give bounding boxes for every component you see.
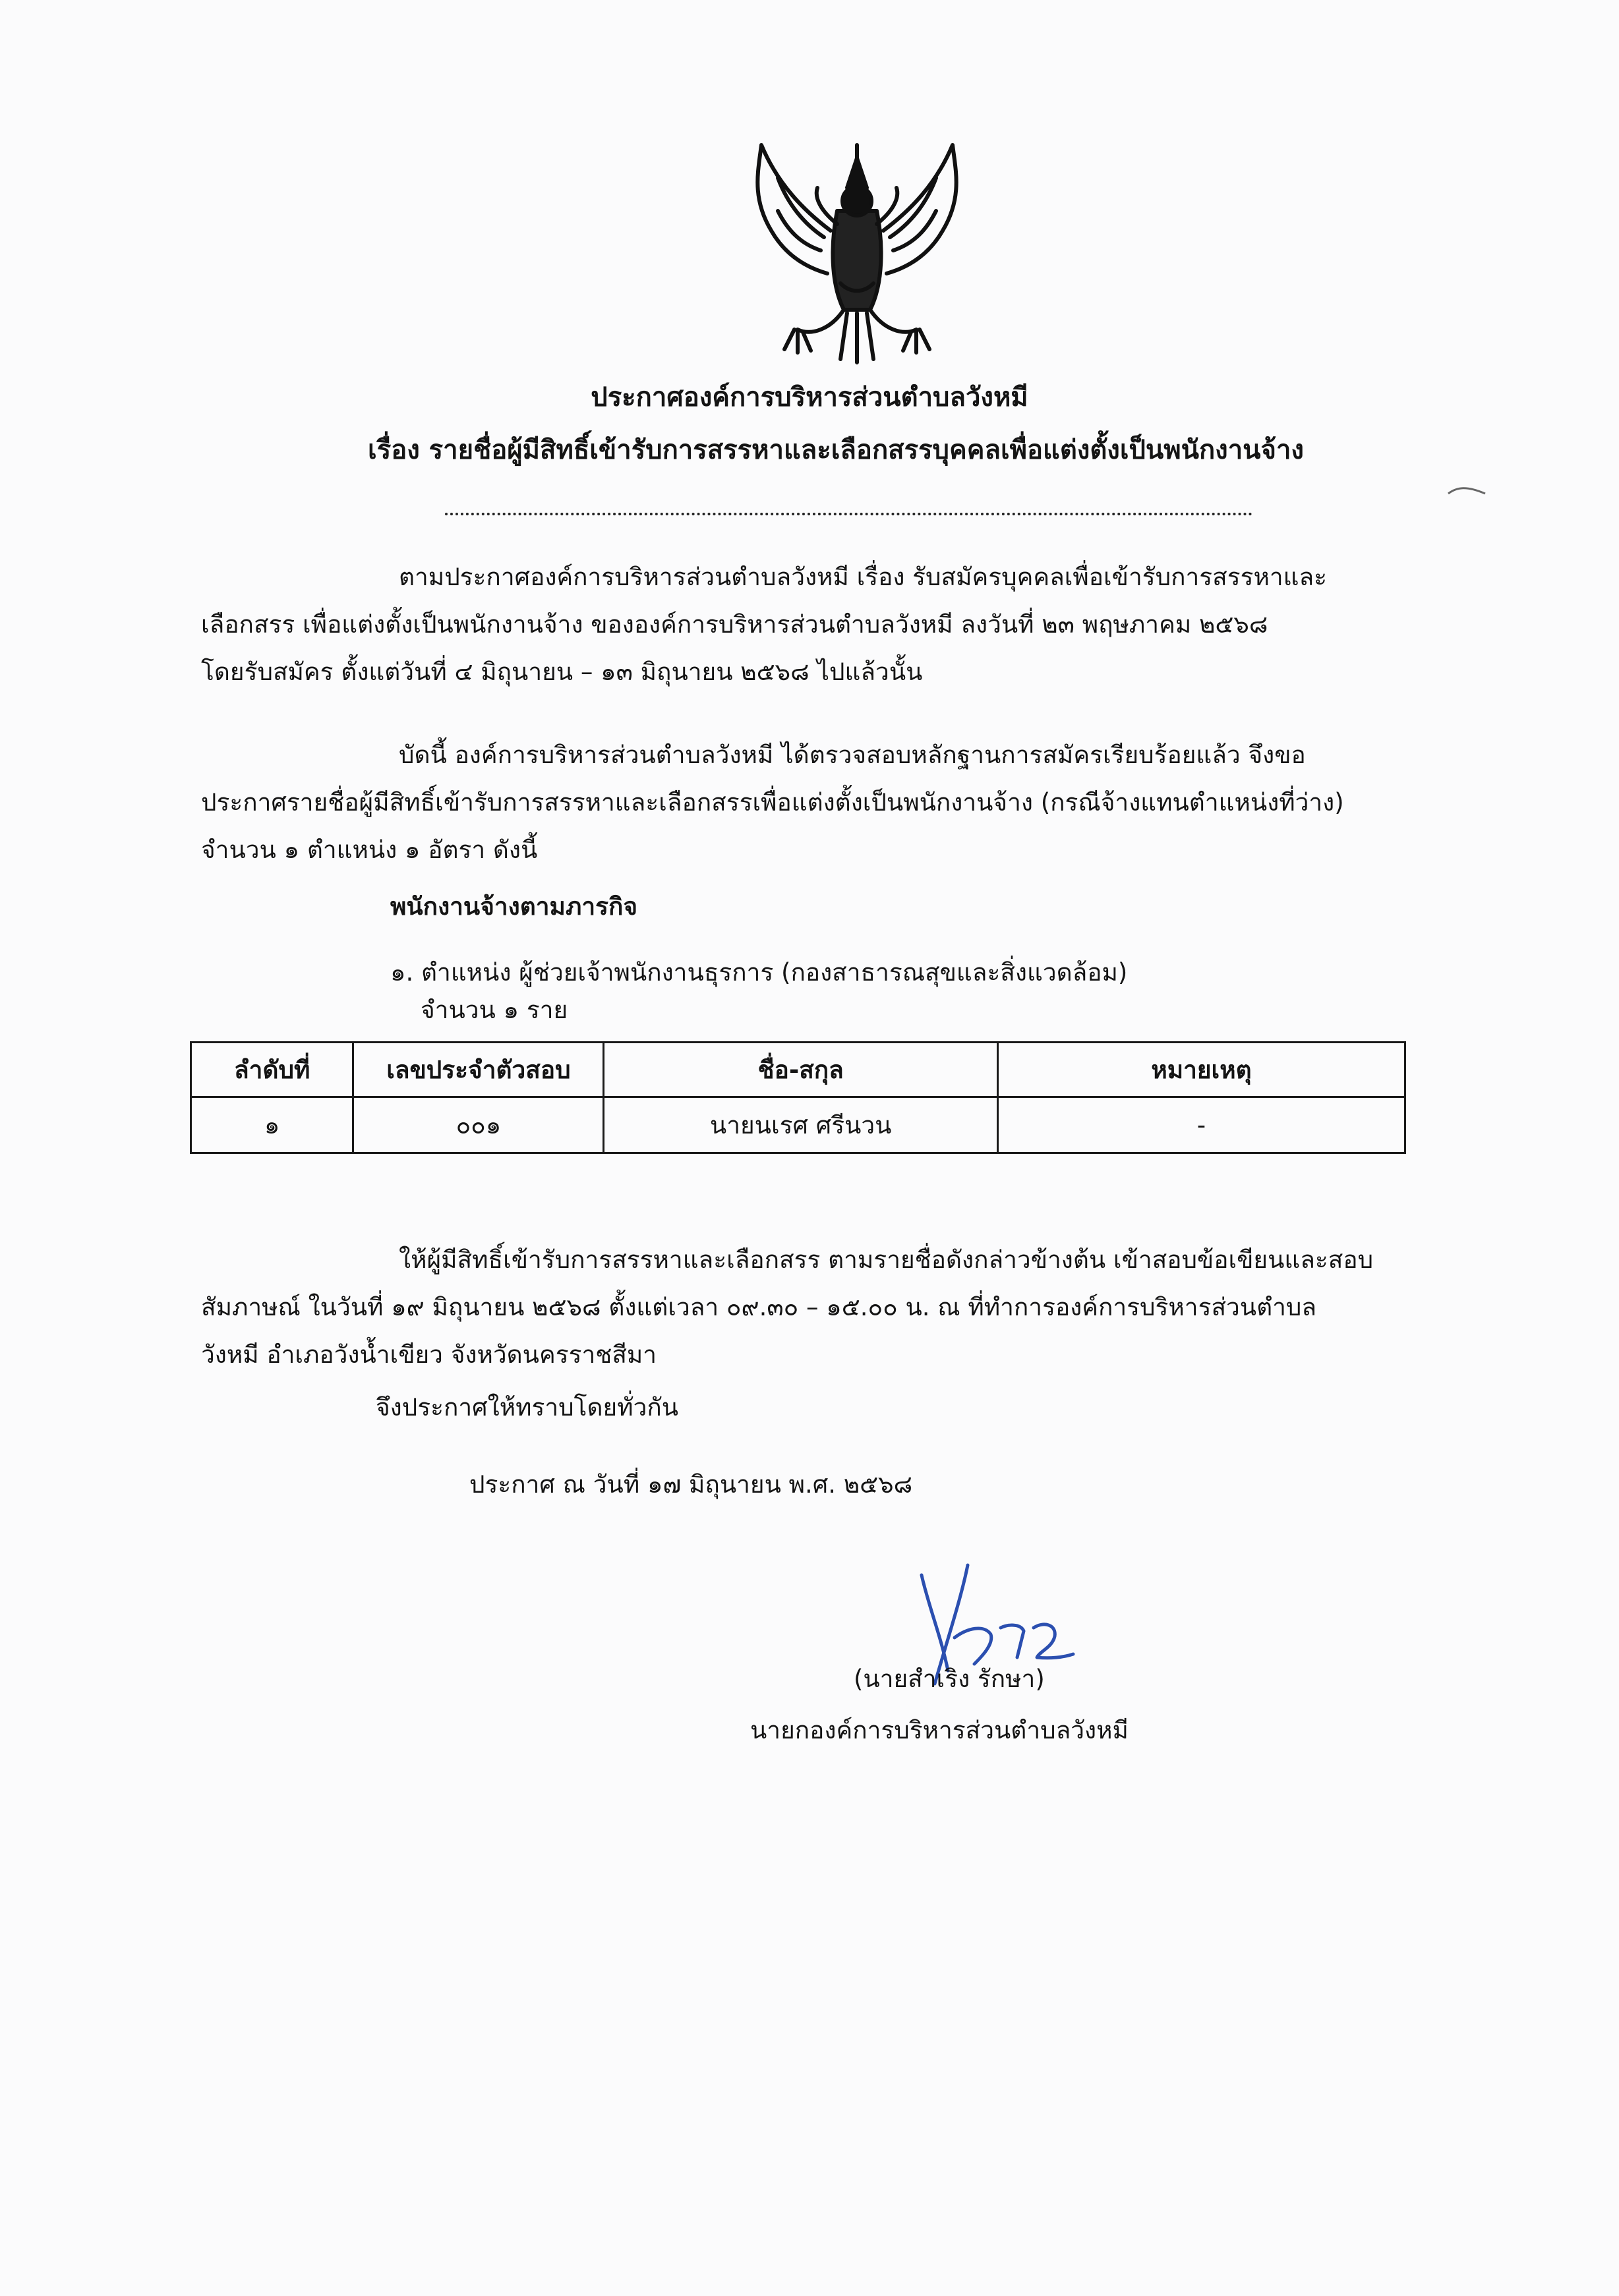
garuda-emblem-icon bbox=[732, 132, 982, 369]
exam-schedule-paragraph bbox=[201, 1236, 1483, 1379]
announcement-title: ประกาศองค์การบริหารส่วนตำบลวังหมี bbox=[591, 382, 1028, 413]
pen-stroke-mark bbox=[1447, 484, 1487, 498]
paragraph-line: วังหมี อำเภอวังน้ำเขียว จังหวัดนครราชสีมา bbox=[201, 1340, 657, 1369]
paragraph-line: โดยรับสมัคร ตั้งแต่วันที่ ๔ มิถุนายน – ๑๓ มิถุนายน ๒๕๖๘ ไปแล้วนั้น bbox=[201, 658, 923, 686]
paragraph-line: จำนวน ๑ ตำแหน่ง ๑ อัตรา ดังนี้ bbox=[201, 836, 538, 864]
paragraph-line: เลือกสรร เพื่อแต่งตั้งเป็นพนักงานจ้าง ขององค์การบริหารส่วนตำบลวังหมี ลงวันที่ ๒๓ พฤษภาคม ๒๕๖๘ bbox=[201, 610, 1268, 639]
announcement-subject: เรื่อง รายชื่อผู้มีสิทธิ์เข้ารับการสรรหาและเลือกสรรบุคคลเพื่อแต่งตั้งเป็นพนักงานจ้าง bbox=[368, 435, 1304, 465]
closing-statement: จึงประกาศให้ทราบโดยทั่วกัน bbox=[376, 1393, 679, 1421]
signer-name: (นายสำเริง รักษา) bbox=[854, 1665, 1045, 1693]
paragraph-line: ตามประกาศองค์การบริหารส่วนตำบลวังหมี เรื่อง รับสมัครบุคคลเพื่อเข้ารับการสรรหาและ bbox=[399, 563, 1328, 591]
paragraph-line: ให้ผู้มีสิทธิ์เข้ารับการสรรหาและเลือกสรร ตามรายชื่อดังกล่าวข้างต้น เข้าสอบข้อเขียนและสอบ bbox=[399, 1246, 1374, 1274]
signer-title: นายกองค์การบริหารส่วนตำบลวังหมี bbox=[750, 1716, 1129, 1744]
dotted-divider bbox=[445, 513, 1252, 515]
table-row bbox=[191, 1097, 1405, 1153]
paragraph-line: บัดนี้ องค์การบริหารส่วนตำบลวังหมี ได้ตรวจสอบหลักฐานการสมัครเรียบร้อยแล้ว จึงขอ bbox=[399, 741, 1306, 769]
headcount-line: จำนวน ๑ ราย bbox=[421, 996, 568, 1024]
cell-exam-id: ๐๐๑ bbox=[353, 1097, 604, 1153]
section-heading: พนักงานจ้างตามภารกิจ bbox=[390, 892, 638, 921]
intro-paragraph bbox=[201, 554, 1483, 696]
announcement-date: ประกาศ ณ วันที่ ๑๗ มิถุนายน พ.ศ. ๒๕๖๘ bbox=[469, 1470, 913, 1499]
column-header-remarks: หมายเหตุ bbox=[997, 1043, 1405, 1097]
candidate-table bbox=[190, 1041, 1406, 1154]
column-header-full-name: ชื่อ-สกุล bbox=[604, 1043, 998, 1097]
verification-paragraph bbox=[201, 732, 1483, 874]
cell-full-name: นายนเรศ ศรีนวน bbox=[604, 1097, 998, 1153]
paragraph-line: สัมภาษณ์ ในวันที่ ๑๙ มิถุนายน ๒๕๖๘ ตั้งแต่เวลา ๐๙.๓๐ – ๑๕.๐๐ น. ณ ที่ทำการองค์การบริหารส่วนตำบล bbox=[201, 1293, 1317, 1321]
column-header-exam-id: เลขประจำตัวสอบ bbox=[353, 1043, 604, 1097]
position-line: ๑. ตำแหน่ง ผู้ช่วยเจ้าพนักงานธุรการ (กองสาธารณสุขและสิ่งแวดล้อม) bbox=[390, 958, 1128, 987]
paragraph-line: ประกาศรายชื่อผู้มีสิทธิ์เข้ารับการสรรหาและเลือกสรรเพื่อแต่งตั้งเป็นพนักงานจ้าง (กรณีจ้างแทนตำแหน่งที่ว่าง) bbox=[201, 788, 1344, 817]
table-header-row bbox=[191, 1043, 1405, 1097]
column-header-order: ลำดับที่ bbox=[191, 1043, 353, 1097]
cell-order: ๑ bbox=[191, 1097, 353, 1153]
cell-remarks: - bbox=[997, 1097, 1405, 1153]
